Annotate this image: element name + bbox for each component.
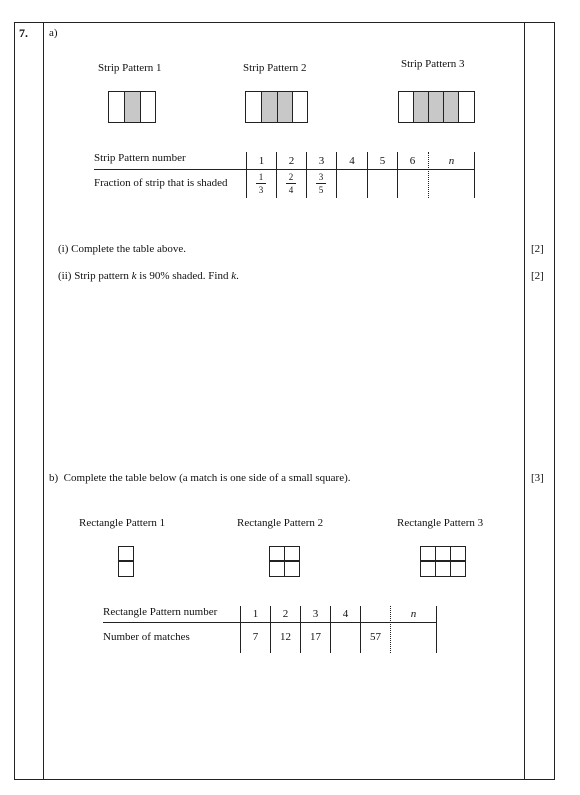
strip-cell-shaded xyxy=(124,91,141,123)
strip-pattern-1-title: Strip Pattern 1 xyxy=(98,62,162,74)
question-number: 7. xyxy=(19,26,28,40)
matches-value-cell: 7 xyxy=(252,631,259,643)
strip-cell-shaded xyxy=(277,91,293,123)
matches-number-cell: 4 xyxy=(342,608,349,620)
rectangle-pattern-3 xyxy=(420,546,466,577)
strip-number-cell: 1 xyxy=(258,155,265,167)
question-a-ii: (ii) Strip pattern k is 90% shaded. Find k. xyxy=(58,270,239,282)
strip-number-cell: 3 xyxy=(318,155,325,167)
fraction-3: 3 5 xyxy=(313,172,329,195)
strip-number-cell: 5 xyxy=(379,155,386,167)
fraction-1: 1 3 xyxy=(253,172,269,195)
strip-number-n: n xyxy=(448,155,455,167)
strip-cell xyxy=(140,91,156,123)
matches-number-cell: 3 xyxy=(312,608,319,620)
strip-number-cell: 2 xyxy=(288,155,295,167)
strip-cell xyxy=(398,91,414,123)
marks-a-i: [2] xyxy=(531,243,544,255)
rectangle-pattern-1 xyxy=(118,546,134,577)
rectangle-pattern-3-title: Rectangle Pattern 3 xyxy=(397,517,484,529)
matches-value-cell: 57 xyxy=(370,631,381,643)
matches-table-row1-label: Rectangle Pattern number xyxy=(103,606,218,618)
marks-a-ii: [2] xyxy=(531,270,544,282)
rectangle-pattern-1-title: Rectangle Pattern 1 xyxy=(79,517,166,529)
matches-table-row2-label: Number of matches xyxy=(103,631,190,643)
matches-number-n: n xyxy=(410,608,417,620)
strip-cell xyxy=(108,91,125,123)
strip-cell xyxy=(245,91,262,123)
part-b-question: b) Complete the table below (a match is one side of a small square). xyxy=(49,472,351,484)
strip-cell-shaded xyxy=(443,91,459,123)
strip-cell xyxy=(292,91,308,123)
strip-cell-shaded xyxy=(413,91,429,123)
rectangle-pattern-2 xyxy=(269,546,300,577)
matches-number-cell: 1 xyxy=(252,608,259,620)
rectangle-pattern-2-title: Rectangle Pattern 2 xyxy=(237,517,324,529)
part-a-label: a) xyxy=(49,27,58,39)
question-a-i: (i) Complete the table above. xyxy=(58,243,186,255)
strip-number-cell: 6 xyxy=(409,155,416,167)
fraction-2: 2 4 xyxy=(283,172,299,195)
strip-cell-shaded xyxy=(428,91,444,123)
matches-value-cell: 12 xyxy=(280,631,291,643)
strip-table-row1-label: Strip Pattern number xyxy=(94,152,186,164)
strip-pattern-2-title: Strip Pattern 2 xyxy=(243,62,307,74)
matches-value-cell: 17 xyxy=(310,631,321,643)
matches-number-cell: 2 xyxy=(282,608,289,620)
strip-pattern-2 xyxy=(245,91,308,123)
strip-number-cell: 4 xyxy=(349,155,355,167)
marks-b: [3] xyxy=(531,472,544,484)
strip-cell xyxy=(458,91,475,123)
strip-pattern-3-title: Strip Pattern 3 xyxy=(401,58,465,70)
strip-cell-shaded xyxy=(261,91,278,123)
strip-table-row2-label: Fraction of strip that is shaded xyxy=(94,177,228,189)
strip-pattern-3 xyxy=(398,91,475,123)
strip-pattern-1 xyxy=(108,91,156,123)
